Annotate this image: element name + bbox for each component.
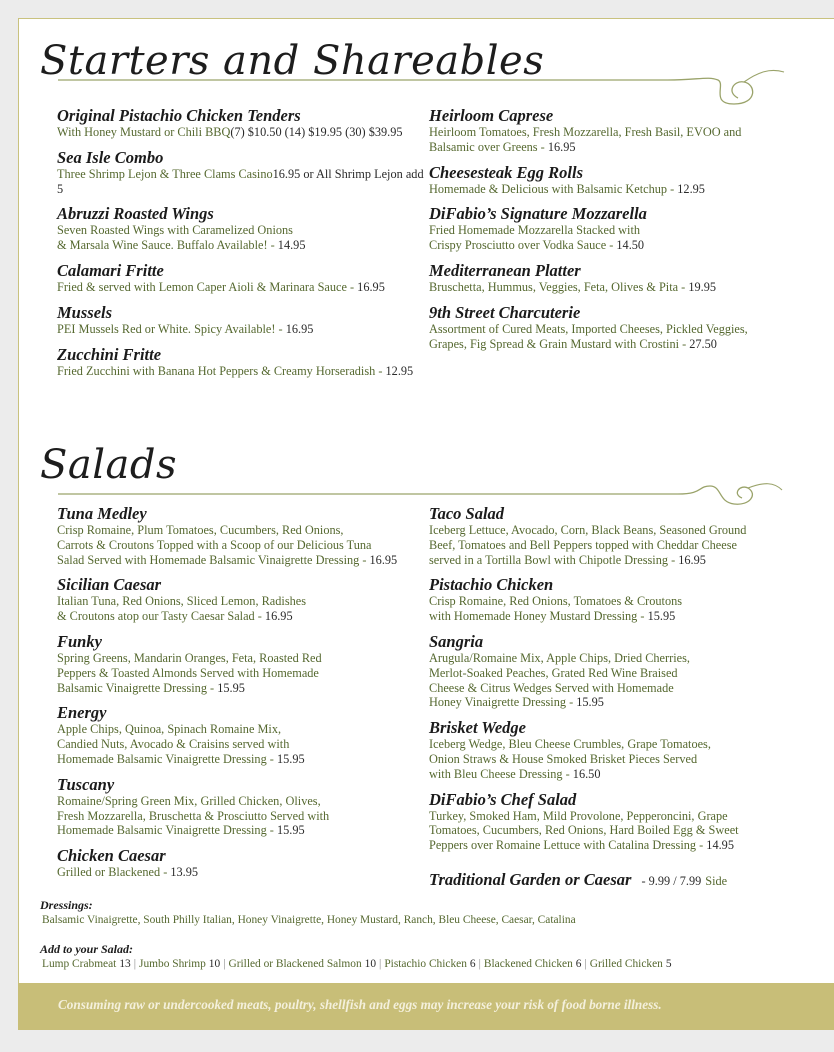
menu-item-name: DiFabio’s Chef Salad — [429, 789, 577, 809]
menu-item-description-text: Homemade & Delicious with Balsamic Ketchup - — [429, 181, 675, 196]
addon-separator: | — [379, 958, 382, 970]
starters-left-column — [57, 106, 429, 386]
menu-item — [57, 575, 429, 624]
menu-item-description — [57, 364, 429, 379]
menu-item-name: Cheesesteak Egg Rolls — [429, 162, 584, 182]
menu-item-price: 12.95 — [382, 363, 414, 378]
menu-item-description-text: Iceberg Lettuce, Avocado, Corn, Black Beans, Seasoned Ground Beef, Tomatoes and Bell Peppers topped with Cheddar Cheese served in a Tortilla Bowl with Chipotle Dressing - — [429, 523, 747, 567]
addon-price: 10 — [208, 958, 221, 970]
menu-item-description-text: Italian Tuna, Red Onions, Sliced Lemon, Radishes & Croutons atop our Tasty Caesar Salad - — [57, 594, 306, 624]
addon-price: 6 — [575, 958, 582, 970]
menu-item — [57, 775, 429, 838]
menu-item-description — [57, 594, 429, 624]
menu-item-description — [429, 523, 809, 567]
addon-price: 5 — [665, 958, 672, 970]
menu-item-name: 9th Street Charcuterie — [429, 302, 581, 322]
menu-item-name: Sicilian Caesar — [57, 575, 162, 595]
menu-item-name: Sea Isle Combo — [57, 147, 164, 167]
menu-item-description — [429, 182, 809, 197]
addon-name: Grilled or Blackened Salmon — [228, 958, 362, 970]
menu-item-price: 15.95 — [573, 695, 604, 710]
menu-item-name: Energy — [57, 703, 107, 723]
menu-item-description — [57, 167, 429, 197]
addon-name: Pistachio Chicken — [384, 958, 467, 970]
menu-item-description — [429, 322, 809, 352]
menu-item-description-text: Spring Greens, Mandarin Oranges, Feta, Roasted Red Peppers & Toasted Almonds Served with Homemade Balsamic Vinaigrette Dressing - — [57, 650, 322, 695]
addons-label: Add to your Salad: — [40, 942, 134, 956]
menu-item-price: 19.95 — [685, 279, 717, 294]
menu-item-price: 15.95 — [273, 823, 305, 838]
dressings-block — [40, 898, 780, 928]
menu-item-description-text: With Honey Mustard or Chili BBQ — [57, 125, 231, 139]
menu-item — [57, 504, 429, 567]
menu-item-description — [57, 280, 429, 295]
menu-item — [57, 261, 429, 295]
menu-item — [429, 303, 809, 352]
starters-right-column — [429, 106, 809, 359]
menu-item — [429, 261, 809, 295]
menu-item-description-text: Iceberg Wedge, Bleu Cheese Crumbles, Grape Tomatoes, Onion Straws & House Smoked Brisket Pieces Served with Bleu Cheese Dressing - — [429, 737, 711, 781]
addons-list — [40, 957, 780, 972]
menu-item-description — [57, 865, 429, 880]
menu-item-description — [429, 651, 809, 710]
menu-item-description-text: Grilled or Blackened - — [57, 865, 168, 880]
menu-item-name: Sangria — [429, 631, 484, 651]
menu-item-name: Zucchini Fritte — [57, 344, 162, 364]
menu-item — [57, 106, 429, 140]
menu-item — [429, 632, 809, 710]
menu-item — [57, 345, 429, 379]
menu-item-name: Original Pistachio Chicken Tenders — [57, 106, 301, 125]
menu-item — [429, 106, 809, 155]
menu-item-price: 14.95 — [703, 838, 734, 853]
menu-item-description-text: Crisp Romaine, Red Onions, Tomatoes & Croutons with Homemade Honey Mustard Dressing - — [429, 594, 683, 624]
footer-band — [18, 983, 834, 1030]
menu-item-name: Abruzzi Roasted Wings — [57, 204, 214, 224]
addon-price: 10 — [364, 958, 377, 970]
menu-item-name: DiFabio’s Signature Mozzarella — [429, 204, 647, 224]
menu-item-price: 16.50 — [569, 766, 601, 781]
menu-item-name: Tuscany — [57, 774, 115, 794]
menu-item-price: 15.95 — [273, 751, 305, 766]
menu-item-description — [57, 794, 429, 838]
menu-item-description-text: Three Shrimp Lejon & Three Clams Casino — [57, 166, 273, 181]
menu-item-description — [429, 594, 809, 624]
menu-item-price: 14.95 — [274, 238, 306, 253]
menu-item — [57, 303, 429, 337]
menu-item-description-text: Fried Zucchini with Banana Hot Peppers & Creamy Horseradish - — [57, 363, 383, 378]
menu-item-price: 16.95 — [366, 552, 398, 567]
salads-right-column — [429, 504, 809, 861]
menu-item — [429, 575, 809, 624]
menu-item-price: 16.95 — [354, 279, 385, 294]
menu-item-description-text: Bruschetta, Hummus, Veggies, Feta, Olives & Pita - — [429, 279, 686, 294]
menu-item-price: 15.95 — [214, 680, 245, 695]
menu-item-description — [429, 809, 809, 853]
addon-separator: | — [584, 958, 587, 970]
menu-item-name: Brisket Wedge — [429, 718, 527, 738]
menu-item — [429, 790, 809, 853]
menu-item-price: 16.95 or All Shrimp Lejon add 5 — [57, 166, 424, 196]
menu-item-description-text: Assortment of Cured Meats, Imported Cheeses, Pickled Veggies, Grapes, Fig Spread & Grain Mustard with Crostini - — [429, 321, 748, 351]
garden-caesar-price: - 9.99 / 7.99 — [641, 874, 702, 888]
menu-item-name: Tuna Medley — [57, 504, 147, 523]
menu-item-price: 16.95 — [282, 321, 314, 336]
addon-separator: | — [478, 958, 481, 970]
menu-item-name: Funky — [57, 631, 102, 651]
menu-item-price: 16.95 — [544, 139, 576, 154]
menu-item — [57, 148, 429, 197]
menu-item-description-text: Fried Homemade Mozzarella Stacked with Crispy Prosciutto over Vodka Sauce - — [429, 223, 641, 253]
menu-item-description-text: PEI Mussels Red or White. Spicy Available! - — [57, 321, 283, 336]
menu-item-description-text: Fried & served with Lemon Caper Aioli & Marinara Sauce - — [57, 279, 355, 294]
menu-item — [429, 504, 809, 567]
menu-item-description-text: Romaine/Spring Green Mix, Grilled Chicken, Olives, Fresh Mozzarella, Bruschetta & Prosciutto Served with Homemade Balsamic Vinaigrette Dressing - — [57, 793, 330, 838]
menu-item-description — [429, 125, 809, 155]
starters-title: Starters and Shareables — [40, 38, 545, 84]
dressings-label: Dressings: — [40, 898, 93, 912]
menu-item-description — [429, 737, 809, 781]
menu-item-price: 16.95 — [675, 552, 706, 567]
menu-item-price: 13.95 — [167, 865, 199, 880]
menu-item-description — [57, 651, 429, 695]
menu-item-description — [57, 523, 429, 567]
addon-name: Blackened Chicken — [483, 958, 573, 970]
menu-item-price: 27.50 — [686, 336, 717, 351]
menu-item-price: (7) $10.50 (14) $19.95 (30) $39.95 — [230, 125, 403, 139]
dressings-list: Balsamic Vinaigrette, South Philly Italian, Honey Vinaigrette, Honey Mustard, Ranch, Bleu Cheese, Caesar, Catalina — [42, 914, 576, 926]
salads-left-column — [57, 504, 429, 888]
menu-item — [57, 846, 429, 880]
menu-item — [429, 163, 809, 197]
garden-caesar-item — [429, 870, 809, 890]
menu-item — [57, 204, 429, 253]
menu-item — [57, 632, 429, 695]
addon-price: 13 — [119, 958, 131, 970]
menu-item-name: Mediterranean Platter — [429, 260, 581, 280]
menu-item-description — [429, 280, 809, 295]
menu-item — [429, 204, 809, 253]
menu-item — [429, 718, 809, 781]
menu-item-name: Pistachio Chicken — [429, 575, 554, 595]
menu-item-name: Heirloom Caprese — [429, 106, 554, 125]
menu-item-name: Calamari Fritte — [57, 260, 164, 280]
food-safety-notice: Consuming raw or undercooked meats, poultry, shellfish and eggs may increase your risk of food borne illness. — [58, 997, 662, 1012]
addon-separator: | — [223, 958, 226, 970]
addon-separator: | — [133, 958, 137, 970]
menu-item-description — [57, 722, 429, 766]
menu-item-description — [57, 322, 429, 337]
menu-item-description-text: Heirloom Tomatoes, Fresh Mozzarella, Fresh Basil, EVOO and Balsamic over Greens - — [429, 125, 742, 154]
addon-price: 6 — [469, 958, 476, 970]
addon-name: Lump Crabmeat — [42, 958, 117, 970]
menu-item-price: 12.95 — [674, 181, 705, 196]
menu-item — [57, 703, 429, 766]
garden-caesar-name: Traditional Garden or Caesar — [429, 870, 632, 889]
menu-item-description — [57, 223, 429, 253]
menu-item-name: Mussels — [57, 302, 113, 322]
menu-item-description-text: Apple Chips, Quinoa, Spinach Romaine Mix, Candied Nuts, Avocado & Craisins served with Homemade Balsamic Vinaigrette Dressing - — [57, 722, 290, 766]
salads-title: Salads — [40, 442, 178, 488]
menu-item-price: 16.95 — [261, 609, 293, 624]
menu-item-name: Chicken Caesar — [57, 846, 166, 866]
addon-name: Grilled Chicken — [589, 958, 663, 970]
menu-item-name: Taco Salad — [429, 504, 505, 523]
menu-item-description — [429, 223, 809, 253]
menu-item-description-text: Seven Roasted Wings with Caramelized Onions & Marsala Wine Sauce. Buffalo Available! - — [57, 223, 293, 253]
garden-caesar-side: Side — [705, 874, 728, 888]
menu-item-description-text: Crisp Romaine, Plum Tomatoes, Cucumbers, Red Onions, Carrots & Croutons Topped with a Scoop of our Delicious Tuna Salad Served with Homemade Balsamic Vinaigrette Dressing - — [57, 523, 372, 567]
menu-item-description — [57, 125, 429, 140]
menu-item-price: 14.50 — [613, 238, 645, 253]
menu-item-price: 15.95 — [644, 609, 676, 624]
menu-item-description-text: Turkey, Smoked Ham, Mild Provolone, Pepperoncini, Grape Tomatoes, Cucumbers, Red Onions, Hard Boiled Egg & Sweet Peppers over Romaine Lettuce with Catalina Dressing - — [429, 808, 739, 853]
menu-item-description-text: Arugula/Romaine Mix, Apple Chips, Dried Cherries, Merlot-Soaked Peaches, Grated Red Wine Braised Cheese & Citrus Wedges Served with Homemade Honey Vinaigrette Dressing - — [429, 650, 690, 710]
addons-block — [40, 942, 780, 972]
addon-name: Jumbo Shrimp — [139, 958, 206, 970]
